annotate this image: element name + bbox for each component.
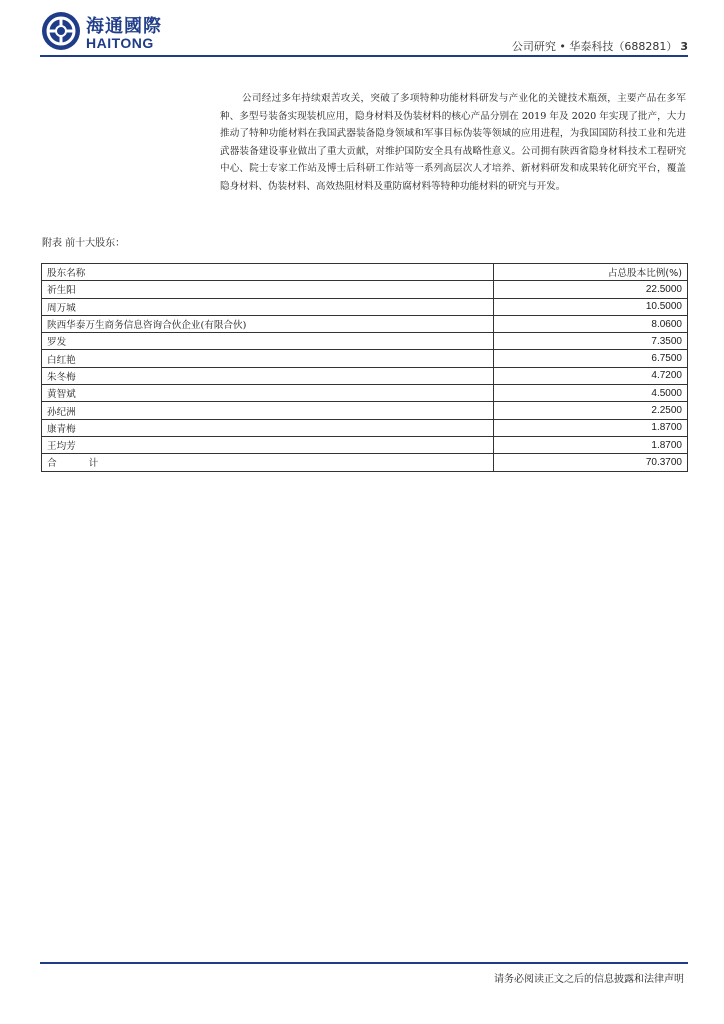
footer-divider <box>40 962 688 964</box>
shareholder-percentage: 10.5000 <box>494 298 688 315</box>
total-percentage: 70.3700 <box>494 454 688 471</box>
shareholder-percentage: 1.8700 <box>494 436 688 453</box>
shareholder-percentage: 2.2500 <box>494 402 688 419</box>
shareholder-name: 康青梅 <box>42 419 494 436</box>
table-row <box>42 367 688 384</box>
table-row <box>42 281 688 298</box>
shareholder-percentage: 1.8700 <box>494 419 688 436</box>
shareholder-name: 朱冬梅 <box>42 367 494 384</box>
shareholder-name: 白红艳 <box>42 350 494 367</box>
footer-disclaimer: 请务必阅读正文之后的信息披露和法律声明 <box>494 974 684 985</box>
table-row <box>42 350 688 367</box>
shareholder-percentage: 4.7200 <box>494 367 688 384</box>
shareholder-percentage: 7.3500 <box>494 333 688 350</box>
column-header-name: 股东名称 <box>42 264 494 281</box>
logo-chinese-name: 海通國際 <box>86 16 162 37</box>
shareholder-name: 周万城 <box>42 298 494 315</box>
company-description-paragraph: 公司经过多年持续艰苦攻关，突破了多项特种功能材料研发与产业化的关键技术瓶颈，主要产品在多军种、多型号装备实现装机应用，隐身材料及伪装材料的核心产品分别在 2019 年及 2020 年实现了批产，大力推动了特种功能材料在我国武器装备隐身领域和军事目标伪装等领域的应用进程，为我国国防科技工业和先进武器装备建设事业做出了重大贡献，对维护国防安全具有战略性意义。公司拥有陕西省隐身材料技术工程研究中心、院士专家工作站及博士后科研工作站等一系列高层次人才培养、新材料研发和成果转化研究平台，覆盖隐身材料、伪装材料、高效热阻材料及重防腐材料等特种功能材料的研究与开发。 <box>220 93 686 192</box>
table-row <box>42 436 688 453</box>
shareholder-percentage: 4.5000 <box>494 385 688 402</box>
shareholder-percentage: 22.5000 <box>494 281 688 298</box>
shareholder-name: 孙纪洲 <box>42 402 494 419</box>
table-total-row <box>42 454 688 471</box>
top-ten-shareholders-table <box>41 263 688 472</box>
report-label: 公司研究 • 华泰科技（688281） <box>511 40 678 53</box>
shareholder-name: 黄智斌 <box>42 385 494 402</box>
logo-english-name: HAITONG <box>86 35 154 51</box>
table-row <box>42 315 688 332</box>
shareholder-percentage: 8.0600 <box>494 315 688 332</box>
header-divider <box>40 55 688 57</box>
shareholder-name: 罗发 <box>42 333 494 350</box>
table-row <box>42 333 688 350</box>
table-row <box>42 402 688 419</box>
report-header <box>512 38 688 54</box>
haitong-logo-icon <box>40 10 82 52</box>
shareholder-name: 陕西华泰万生商务信息咨询合伙企业(有限合伙) <box>42 315 494 332</box>
shareholder-name: 祈生阳 <box>42 281 494 298</box>
page-number: 3 <box>680 40 688 53</box>
table-row <box>42 298 688 315</box>
table-row <box>42 419 688 436</box>
total-label: 合计 <box>42 454 494 471</box>
table-body <box>42 281 688 454</box>
table-header-row <box>42 264 688 281</box>
table-row <box>42 385 688 402</box>
column-header-percentage: 占总股本比例(%) <box>494 264 688 281</box>
shareholder-name: 王均芳 <box>42 436 494 453</box>
haitong-logo <box>40 10 170 52</box>
table-caption: 附表 前十大股东： <box>42 238 126 249</box>
shareholder-percentage: 6.7500 <box>494 350 688 367</box>
